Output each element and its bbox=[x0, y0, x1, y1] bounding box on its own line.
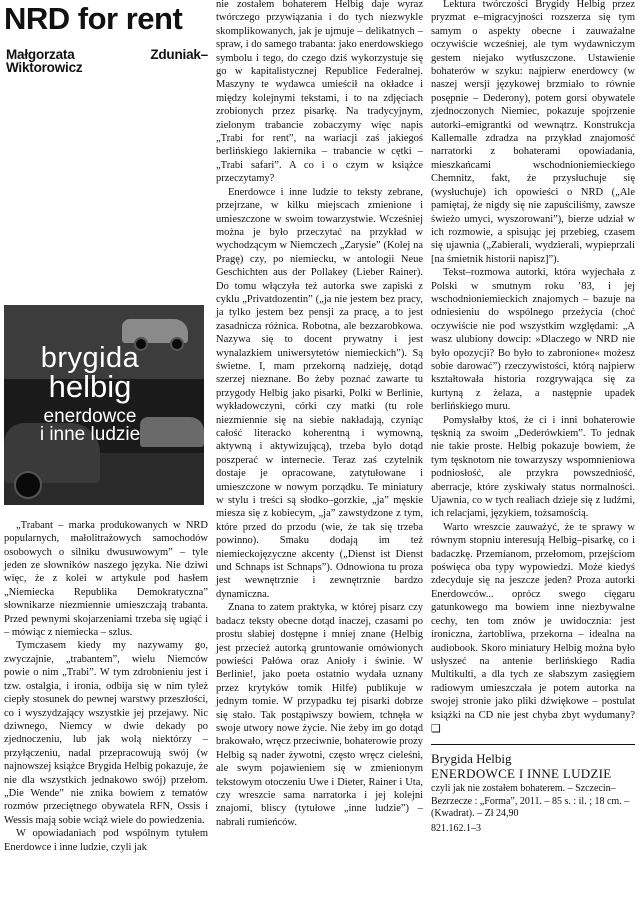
bibliographic-note bbox=[431, 744, 635, 835]
cover-text-last-name: helbig bbox=[48, 368, 132, 404]
bib-details: czyli jak nie zostałem bohaterem. – Szczecin–Bezrzecze : „Forma”, 2011. – 85 s. : il. ; 18 cm. – (Kwadrat). – Zł 24,90 bbox=[431, 783, 630, 820]
cover-text-title-1: enerdowce bbox=[43, 405, 137, 427]
column-middle bbox=[216, 0, 423, 829]
article-author: Małgorzata Zduniak–Wiktorowicz bbox=[6, 47, 208, 76]
bib-author: Brygida Helbig bbox=[431, 751, 512, 767]
cover-wheel bbox=[14, 471, 42, 499]
paragraph: Znana to zatem praktyka, w której pisarz czy badacz teksty obecne dotąd inaczej, czasami po prostu słabiej dostępne i mniej znane (Helbig jest przecież autorką gruntowanie omówionych powieści Pałówa oraz Anioły i świnie. W Berlinie!, jako poeta ostatnio wydała uznany przez krytyków tomik Hilfe) publikuje w jednym tomie. W przypadku tej pisarki dobrze się stało. Tak postąpiwszy bowiem, tchnęła w swoje utwory nowe życie. Nie żeby im go dotąd brakowało, wręcz przeciwnie, bohaterowie prozy Helbig są nader żywotni, często wręcz cieleśni, ale swym pojawieniem się w zmienionym tekstowym otoczeniu Uwe i Dieter, Rainer i Uta, czy wreszcie sama narratorka i jej kolejni znajomi, bliscy (tytułowe „inne ludzie”) – nabrali rumieńców. bbox=[216, 602, 423, 828]
cover-text-first-name: brygida bbox=[40, 341, 140, 374]
article-title: NRD for rent bbox=[4, 1, 183, 36]
paragraph: Tymczasem kiedy my nazywamy go, zwyczajnie, „trabantem”, wielu Niemców powie o nim „Trabi”. W tym zdrobnieniu jest i tzw. ostalgia, i ironia, odbija się w nim tyleż ciepły stosunek do pewnej warstwy przeszłości, co i wyszydzający wszystkie jej przejawy. Nic dziwnego, Niemcy w dwie dekady po zjednoczeniu, lub jak wolą niektórzy – przyłączeniu, nadal przepracowują swój (w najnowszej książce Brygida Helbig pokazuje, że nie dla wszystkich jednakowo swój) przełom. „Die Wende” nie znika bowiem z tematów rozmów przeciętnego obywatela RFN, Ossis i Wessis mają sobie wciąż wiele do powiedzenia. bbox=[4, 640, 208, 826]
paragraph: „Trabant – marka produkowanych w NRD popularnych, małolitrażowych samochodów osobowych o silniku dwusuwowym” – tyle jeden ze słowników naszego języka. Nie dziwi więc, że z kolei w artykule pod hasłem „Niemiecka Republika Demokratyczna” słownikarze niezmiennie umieszczają trabanta. Przed pewnymi skojarzeniami trzeba się ugiąć i – mówiąc z niemiecka – szlus. bbox=[4, 519, 208, 639]
column-left bbox=[4, 0, 208, 854]
bib-code: 821.162.1–3 bbox=[431, 822, 481, 834]
book-cover-image bbox=[4, 305, 204, 505]
end-of-article-icon: ❑ bbox=[431, 721, 441, 735]
paragraph: Tekst–rozmowa autorki, która wyjechała z Polski w smutnym roku ’83, i jej wschodnioniemieckich znajomych – bazuje na odniesieniu do wspólnego przeżycia (choć oczywiście nie pod wszystkim względami: „A wasz ulubiony dowcip: »Dlaczego w NRD nie było opozycji? Bo było to zabronione« możesz sobie darować”) rzeczywistości, którą najpierw kształtowała historia rozgrywająca się za kurtyną z żelaza, a następnie upadek berlińskiego muru. bbox=[431, 267, 635, 413]
paragraph: Pomysłałby ktoś, że ci i inni bohaterowie tęsknią za swoim „Dederówkiem”. To jednak nie takie proste. Helbig pokazuje bowiem, że tym tęsknotom nie towarzyszy wspomnieniowa podniosłość, ale przykra powszedniość, aberracje, które zyskiwały status normalności. Ujawnia, co w tych realiach dzieje się z ludźmi, ich relacjami, językiem, tożsamością. bbox=[431, 414, 635, 520]
paragraph: W opowiadaniach pod wspólnym tytułem Enerdowce i inne ludzie, czyli jak bbox=[4, 828, 208, 853]
paragraph: Enerdowce i inne ludzie to teksty zebrane, przejrzane, w kilku miejscach zmienione i umieszczone w swoim towarzystwie. Wcześniej można je było przeczytać na przykład w wychodzącym w Niemczech „Zarysie” (Kolej na Pragę) czy, po niemiecku, w antologii Neue Geschichten aus der Pollakey (Lieber Rainer). Do tomu włączyła też autorka swe zapiski z cyklu „Privatdozentin” („ja nie jestem bez pracy, ja tylko jestem bez pensji za pracę, a to jest zasadnicza różnica. Robotna, ale bezzarobkowa. Nazywa się to docent prywatny i jest wynalazkiem uniwersytetów niemieckich”). Są świetne. I, mam przekorną nadzieję, dotąd szerzej nieznane. Bo żeby poznać zawarte tu przygody Helbig jako pisarki, Polki w Berlinie, wykładowczyni, córki czy matki (tu role niezmiennie się na siebie nakładają, czyniąc całość literacko koherentną i wymowną, aktywną i aktywizującą), trzeba było dotąd poszperać w internecie. Teraz zaś czytelnik dostaje je opracowane, zatytułowane i umieszczone w nowym porządku. Te miniatury w stylu i treści są słodko–gorzkie, „ja” męskie miesza się z kobiecym, „ja” zawstydzone z tym, które przed do przodu (wie, że tak się trzeba powinno). Smaku dodają im też niemieckojęzyczne akcenty („Dienst ist Dienst und Schnaps ist Schnaps”). Odnowiona tu proza jest wewnętrznie i zewnętrznie bardzo dynamiczna. bbox=[216, 186, 423, 600]
bib-title: ENERDOWCE I INNE LUDZIE bbox=[431, 766, 612, 782]
paragraph-text: Warto wreszcie zauważyć, że te sprawy w równym stopniu interesują Helbig–pisarkę, co i badaczkę. Przemianom, przełomom, przejściom poświęca oba typy wypowiedzi. Może kiedyś zdecyduje się na jeszcze jeden? Proza autorki Enerdowców... oprócz swego cięgaru gatunkowego ma bowiem inne niezbywalne cechy, ten tom znów je uwidocznia: jest ironiczna, żartobliwa, przekorna – idealna na audiobook. Skoro miniatury Helbig można było usłyszeć na antenie berlińskiego Radia Multikulti, a dla tych ze słabszym zasięgiem radiowym umieszczała je potem autorka na swojej stronie jako pliki dźwiękowe – postulat książki na CD nie jest chyba zbyt wydumany? bbox=[431, 521, 635, 721]
paragraph: nie zostałem bohaterem Helbig daje wyraz twórczego przywiązania i do tych niezwykle skomplikowanych, jak je ujmuje – delikatnych – spraw, i do samego trabanta: jako enerdowskiego symbolu i tego, do czego dziś wykorzystuje się go w kapitalistycznej Republice Federalnej. Maszyny te wydawca umieścił na okładce i między kolejnymi tekstami, i to na zdjęciach zrobionych przez pisarkę. Na tradycyjnym, zielonym trabancie zobaczymy więc napis „Trabi for rent”, na wariacji zaś jakiegoś berlińskiego lakiernika – trabancie w cętki – „Trabi safari”. A co i o czym w książce przeczytamy? bbox=[216, 0, 423, 185]
paragraph bbox=[431, 521, 635, 737]
paragraph: Lektura twórczości Brygidy Helbig przez pryzmat e–migracyjności rozszerza się tym samym o aspekty obecne i zauważalne oczywiście wcześniej, ale tym wydawniczym gestem niejako wytłuszczone. Ustawienie bohaterów w szyku: najpierw enerdowcy (w naszej wersji językowej brzmiało to równie posępnie – Dederony), potem gorsi obywatele zjednoczonych Niemiec, pokazuje spojrzenie autorki–emigrantki od wewnątrz. Konstrukcja Kallemalle zdradza na przykład znajomość narratorki z bohaterami opowiadania, mieszkańcami wschodnioniemieckiego Chemnitz, fakt, że przysłuchuje się (wysłuchuje) ich opowieści o NRD („Ale pamiętaj, że nigdy się nie zapuściliśmy, zawsze świeżo umyci, wyszorowani”), bierze udział w ich rozmowie, a spisując jej przebieg, czasem się ujawnia („Zabierali, wydzierali, wypieprzali [na śmietnik historii napisz]”). bbox=[431, 0, 635, 265]
cover-text-title-2: i inne ludzie bbox=[39, 423, 141, 445]
column-right bbox=[431, 0, 635, 835]
